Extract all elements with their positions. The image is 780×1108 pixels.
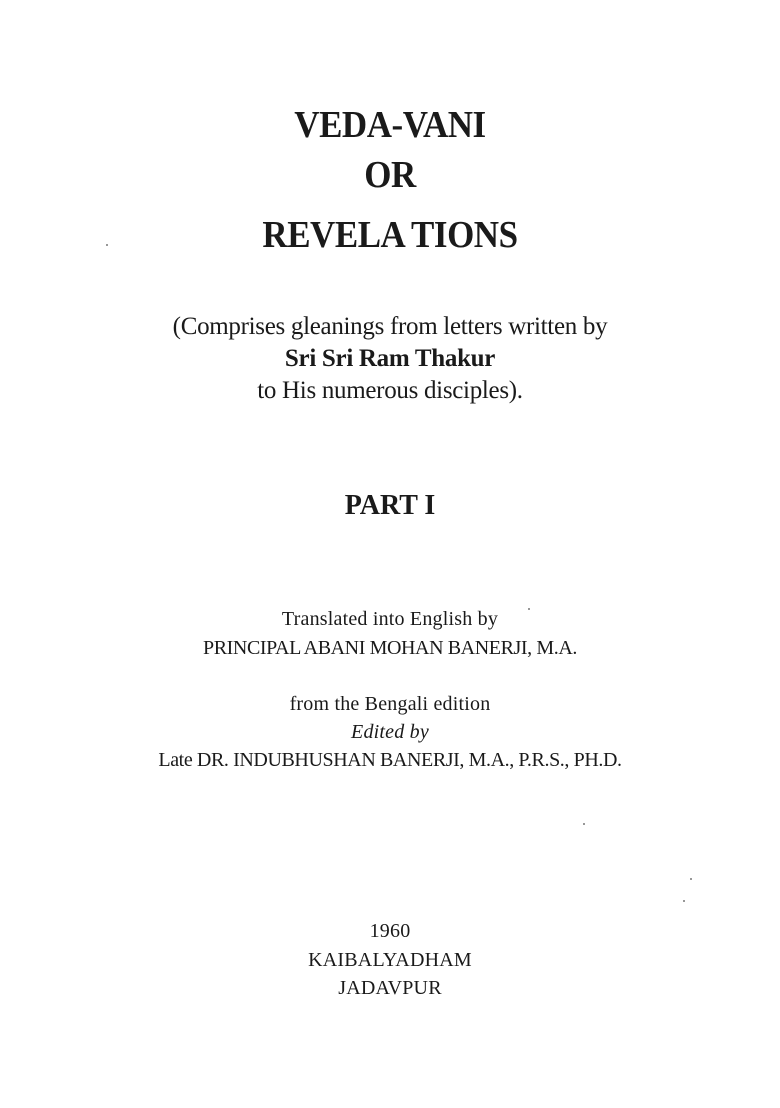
publication-year: 1960 — [369, 920, 411, 942]
edited-by-label: Edited by — [351, 721, 429, 743]
description-line-1: (Comprises gleanings from letters written by — [172, 313, 608, 340]
translated-by-label: Translated into English by — [281, 608, 499, 630]
part-heading: PART I — [344, 490, 436, 521]
scan-speck — [683, 900, 685, 902]
scan-speck — [528, 608, 530, 610]
scan-speck — [583, 823, 585, 825]
book-title-line-2: OR — [364, 154, 416, 196]
publication-place: JADAVPUR — [338, 977, 442, 999]
author-name: Sri Sri Ram Thakur — [284, 345, 496, 372]
book-title-line-3: REVELA TIONS — [262, 214, 518, 256]
scan-speck — [690, 878, 692, 880]
book-title-line-1: VEDA-VANI — [294, 104, 486, 146]
translator-name: PRINCIPAL ABANI MOHAN BANERJI, M.A. — [202, 637, 577, 659]
edition-source: from the Bengali edition — [289, 693, 491, 715]
editor-name: Late DR. INDUBHUSHAN BANERJI, M.A., P.R.S., PH.D. — [158, 749, 622, 771]
publisher-name: KAIBALYADHAM — [308, 949, 472, 971]
description-line-3: to His numerous disciples). — [257, 377, 523, 404]
scan-speck — [106, 244, 108, 246]
